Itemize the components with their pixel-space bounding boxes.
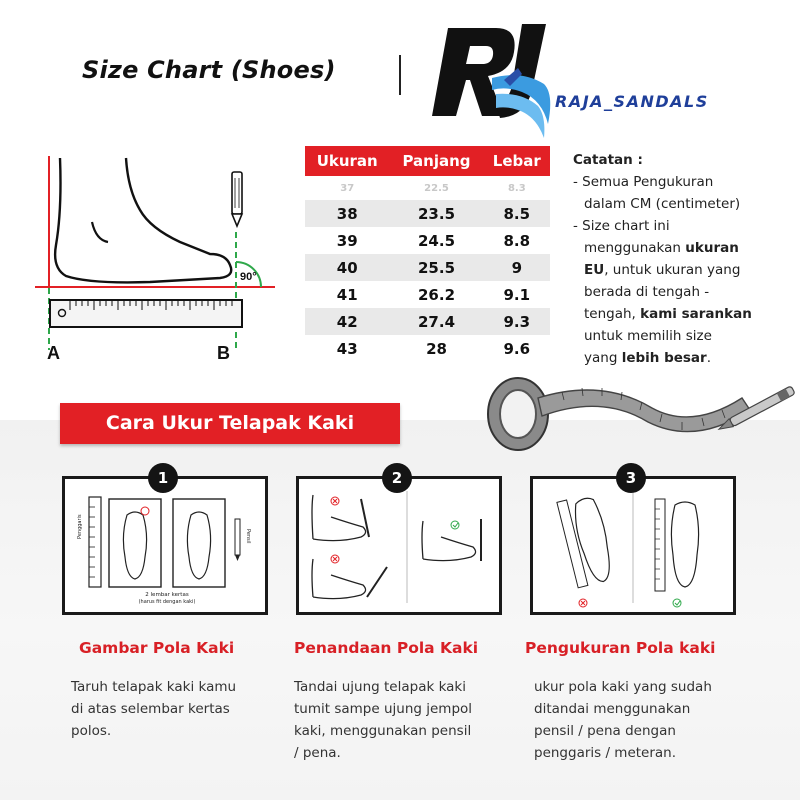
notes-title: Catatan : (573, 152, 643, 168)
step-2-number: 2 (382, 463, 412, 493)
notes-line: berada di tengah - (584, 284, 710, 300)
notes-emphasis: ukuran (685, 240, 739, 256)
step-2-illustration (296, 476, 502, 615)
step-text-line: polos. (71, 723, 112, 739)
cell-ukuran: 37 (340, 182, 355, 194)
table-row (305, 254, 550, 281)
step-text-line: penggaris / meteran. (534, 745, 677, 761)
point-b-label: B (217, 343, 230, 363)
step-text-line: tumit sampe ujung jempol (294, 701, 473, 717)
foot-measurement-diagram (30, 150, 290, 370)
measuring-tape-icon (482, 358, 800, 458)
table-row-faded (305, 176, 550, 200)
cell-panjang: 22.5 (424, 182, 449, 194)
notes-panel (573, 149, 793, 369)
step-1-text (71, 676, 271, 742)
header-panjang: Panjang (389, 146, 483, 176)
notes-emphasis: kami sarankan (640, 306, 752, 322)
step-3-text (534, 676, 744, 764)
header-ukuran: Ukuran (305, 146, 389, 176)
step-text-line: Taruh telapak kaki kamu (71, 679, 237, 695)
cell-ukuran: 39 (336, 231, 358, 250)
notes-line: dalam CM (centimeter) (584, 196, 741, 212)
notes-text: yang (584, 350, 622, 366)
notes-text: , untuk ukuran yang (604, 262, 741, 278)
step-text-line: / pena. (294, 745, 341, 761)
step-1-illustration (62, 476, 268, 615)
step-3-title: Pengukuran Pola kaki (525, 639, 716, 657)
step-text-line: ukur pola kaki yang sudah (534, 679, 712, 695)
cell-ukuran: 43 (336, 339, 358, 358)
cell-panjang: 25.5 (389, 254, 483, 281)
cell-panjang: 28 (426, 339, 447, 358)
cell-lebar: 9.3 (484, 308, 550, 335)
step-text-line: Tandai ujung telapak kaki (294, 679, 466, 695)
cell-lebar: 8.5 (484, 200, 550, 227)
cell-lebar: 9 (484, 254, 550, 281)
paper-caption: 2 lembar kertas (145, 592, 189, 598)
step-1-title: Gambar Pola Kaki (79, 639, 235, 657)
cell-panjang: 23.5 (389, 200, 483, 227)
step-text-line: pensil / pena dengan (534, 723, 676, 739)
notes-line: untuk memilih size (584, 328, 712, 344)
brand-name: RAJA_SANDALS (555, 92, 709, 111)
notes-text: tengah, (584, 306, 641, 322)
notes-line (573, 237, 793, 259)
page-title: Size Chart (Shoes) (82, 56, 336, 84)
size-table-header (305, 146, 550, 176)
cell-lebar: 9.1 (503, 285, 531, 304)
ruler-label: Penggaris (77, 514, 83, 539)
step-3-illustration (530, 476, 736, 615)
cell-ukuran: 41 (336, 285, 358, 304)
notes-emphasis: lebih besar (621, 350, 707, 366)
table-row (305, 281, 550, 308)
cell-ukuran: 42 (305, 308, 389, 335)
table-row (305, 308, 550, 335)
raja-sandals-logo-icon (426, 20, 556, 145)
cell-ukuran: 38 (305, 200, 389, 227)
step-2-title: Penandaan Pola Kaki (294, 639, 479, 657)
table-row (305, 200, 550, 227)
step-3-number: 3 (616, 463, 646, 493)
notes-emphasis: EU (584, 262, 605, 278)
cell-panjang: 26.2 (418, 285, 456, 304)
cell-panjang: 27.4 (389, 308, 483, 335)
paper-caption-note: (harus fit dengan kaki) (138, 599, 196, 605)
step-text-line: ditandai menggunakan (534, 701, 691, 717)
step-1-number: 1 (148, 463, 178, 493)
step-2-text (294, 676, 504, 764)
size-table (305, 146, 550, 362)
notes-line: - Semua Pengukuran (573, 174, 714, 190)
notes-line (573, 259, 793, 281)
pencil-label: Pensil (245, 529, 251, 544)
header-lebar: Lebar (484, 146, 550, 176)
notes-line: - Size chart ini (573, 218, 670, 234)
cell-panjang: 24.5 (418, 231, 456, 250)
notes-text: menggunakan (584, 240, 686, 256)
table-row (305, 227, 550, 254)
cell-lebar: 9.6 (503, 339, 531, 358)
how-to-measure-banner: Cara Ukur Telapak Kaki (60, 403, 400, 444)
point-a-label: A (47, 343, 60, 363)
notes-text: . (706, 350, 711, 366)
angle-label: 90° (240, 271, 257, 283)
notes-line (573, 303, 793, 325)
step-text-line: di atas selembar kertas (71, 701, 230, 717)
step-text-line: kaki, menggunakan pensil (294, 723, 472, 739)
cell-lebar: 8.8 (503, 231, 531, 250)
cell-ukuran: 40 (305, 254, 389, 281)
title-divider (399, 55, 401, 95)
cell-lebar: 8.3 (507, 182, 526, 194)
